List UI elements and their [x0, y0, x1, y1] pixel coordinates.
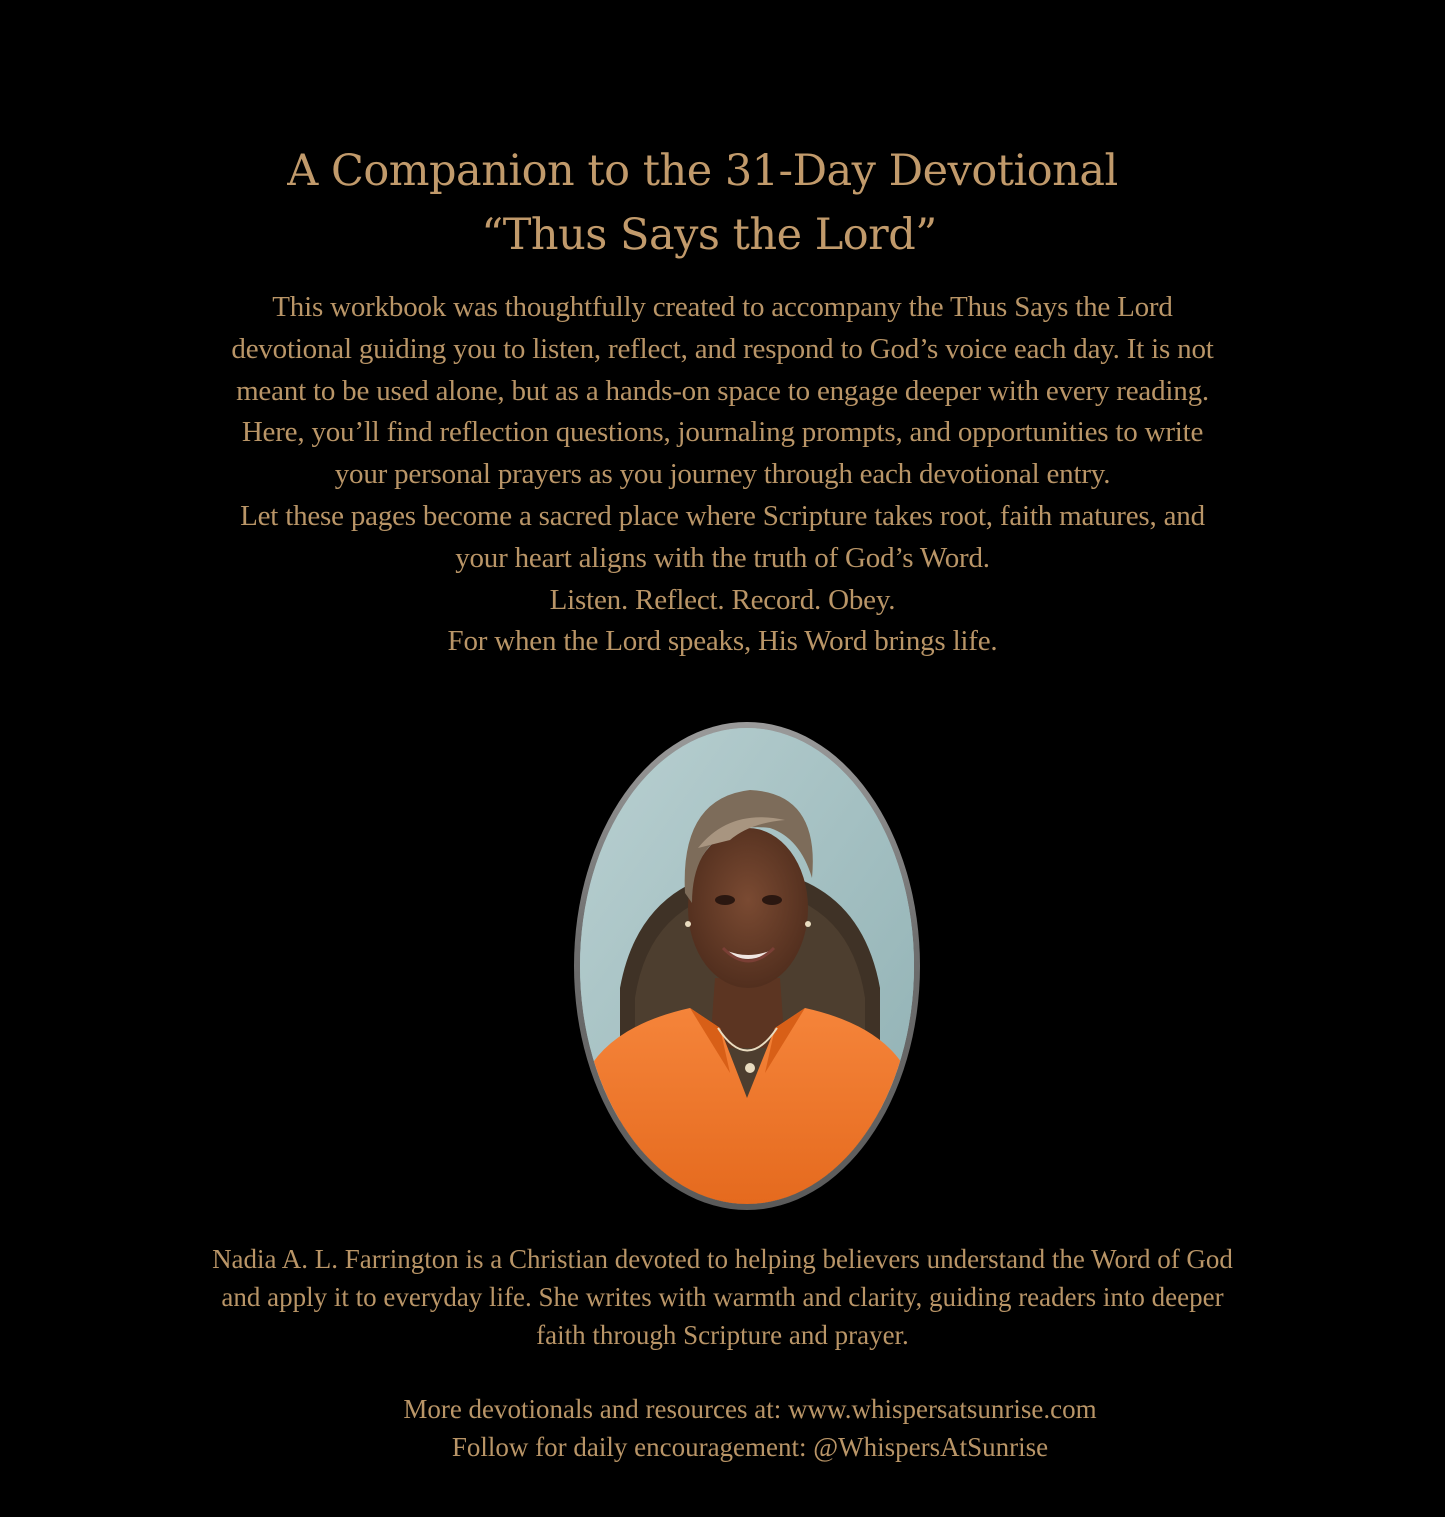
- heading-title: A Companion to the 31-Day Devotional: [287, 146, 1118, 196]
- intro-line: For when the Lord speaks, His Word brings life.: [447, 625, 998, 658]
- intro-line: Let these pages become a sacred place where Scripture takes root, faith matures, and: [240, 499, 1205, 532]
- author-portrait-photo: [580, 728, 914, 1204]
- heading-subtitle: “Thus Says the Lord”: [481, 210, 937, 260]
- footer-links: [0, 1390, 1445, 1466]
- intro-line: devotional guiding you to listen, reflect, and respond to God’s voice each day. It is not: [231, 332, 1214, 365]
- bio-line: faith through Scripture and prayer.: [536, 1320, 909, 1350]
- author-bio: [0, 1240, 1445, 1354]
- website-link[interactable]: More devotionals and resources at: www.whispersatsunrise.com: [403, 1394, 1097, 1424]
- portrait-frame: [574, 722, 920, 1210]
- intro-line: Listen. Reflect. Record. Obey.: [549, 583, 896, 616]
- intro-line: your heart aligns with the truth of God’s Word.: [455, 541, 990, 574]
- intro-line: Here, you’ll find reflection questions, journaling prompts, and opportunities to write: [241, 416, 1204, 449]
- bio-line: and apply it to everyday life. She writes with warmth and clarity, guiding readers into deeper: [221, 1282, 1224, 1312]
- intro-line: meant to be used alone, but as a hands-on space to engage deeper with every reading.: [236, 374, 1209, 407]
- bio-line: Nadia A. L. Farrington is a Christian devoted to helping believers understand the Word of God: [212, 1244, 1233, 1274]
- portrait-illustration: [580, 728, 914, 1204]
- intro-line: This workbook was thoughtfully created to accompany the Thus Says the Lord: [272, 291, 1173, 323]
- intro-line: your personal prayers as you journey through each devotional entry.: [334, 458, 1111, 491]
- intro-text: [0, 287, 1445, 663]
- social-handle-link[interactable]: Follow for daily encouragement: @WhispersAtSunrise: [451, 1432, 1049, 1462]
